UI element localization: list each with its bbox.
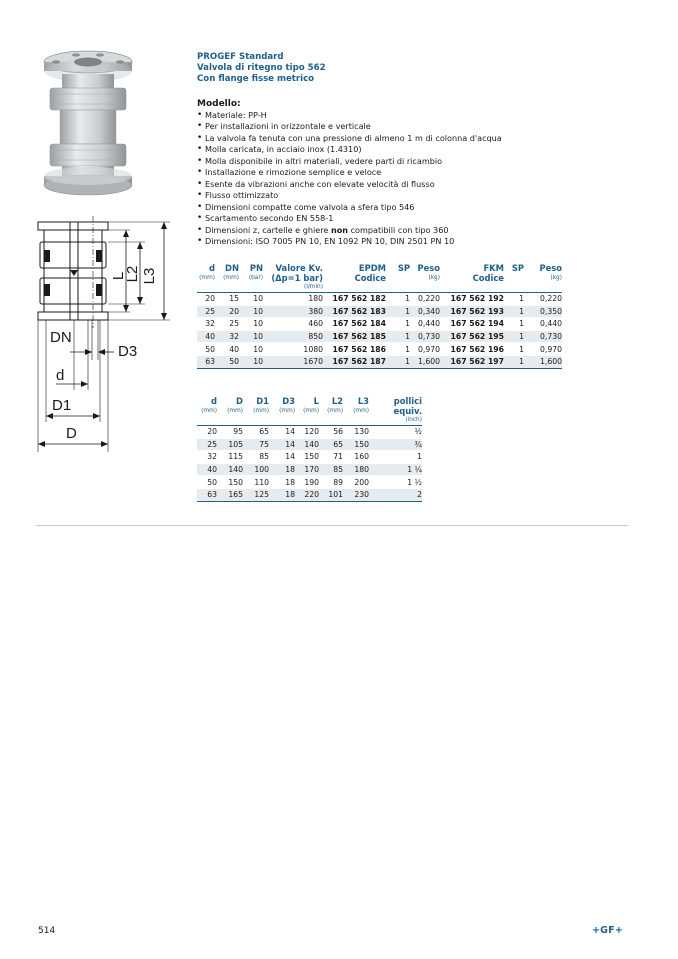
feature-item: • Scartamento secondo EN 558-1 xyxy=(197,213,502,224)
col-header: L xyxy=(313,396,319,406)
table-row: 40 32 10 850 167 562 185 1 0,730 167 562 195 1 0,730 xyxy=(197,330,562,343)
units-cell: (mm) xyxy=(227,407,243,414)
label-l3: L3 xyxy=(141,267,158,285)
col-header: D xyxy=(236,396,243,406)
feature-item: • Esente da vibrazioni anche con elevate velocità di flusso xyxy=(197,179,502,190)
table-row: 50 40 10 1080 167 562 186 1 0,970 167 562 196 1 0,970 xyxy=(197,343,562,356)
feature-item-text: compatibili con tipo 360 xyxy=(348,224,449,235)
col-header: SP xyxy=(511,263,524,273)
col-header: d xyxy=(211,396,217,406)
table-row: 20 15 10 180 167 562 182 1 0,220 167 562 192 1 0,220 xyxy=(197,293,562,306)
col-header: pollici xyxy=(393,396,422,406)
units-cell: (mm) xyxy=(223,274,239,281)
col-header: SP xyxy=(397,263,410,273)
table-row: 32 115 85 14 150 71 160 1 xyxy=(197,451,422,464)
section-divider xyxy=(36,525,628,526)
feature-item: • Installazione e rimozione semplice e veloce xyxy=(197,167,502,178)
feature-item: • Flusso ottimizzato xyxy=(197,190,502,201)
col-header: L2 xyxy=(331,396,343,406)
col-header: d xyxy=(209,263,215,273)
feature-item: • Dimensioni compatte come valvola a sfera tipo 546 xyxy=(197,202,502,213)
dimensions-table xyxy=(197,396,422,502)
col-header: L3 xyxy=(357,396,369,406)
page-number: 514 xyxy=(38,926,56,936)
units-cell xyxy=(504,273,524,283)
units-cell: (mm) xyxy=(353,407,369,414)
feature-item xyxy=(197,225,502,236)
label-dn: DN xyxy=(50,329,72,346)
units-cell: (inch) xyxy=(369,416,422,426)
col-header: D3 xyxy=(282,396,295,406)
col-header: Peso xyxy=(539,263,562,273)
col-header-2: (Δp=1 bar) xyxy=(271,273,323,283)
units-cell: (mm) xyxy=(201,407,217,414)
feature-list xyxy=(197,110,502,247)
col-header-2: equiv. xyxy=(393,406,422,416)
col-header: D1 xyxy=(256,396,269,406)
technical-drawing xyxy=(30,212,180,457)
table-row: 25 105 75 14 140 65 150 ¾ xyxy=(197,438,422,451)
series-title: PROGEF Standard xyxy=(197,52,284,62)
feature-item: • La valvola fa tenuta con una pressione di almeno 1 m di colonna d'acqua xyxy=(197,133,502,144)
units-cell: (kg) xyxy=(550,274,562,281)
feature-item-text: Dimensioni z, cartelle e ghiere xyxy=(205,224,331,235)
label-d-small: d xyxy=(56,367,65,384)
feature-item: • Per installazioni in orizzontale e verticale xyxy=(197,121,502,132)
table-row: 40 140 100 18 170 85 180 1 ¼ xyxy=(197,463,422,476)
feature-item: • Materiale: PP-H xyxy=(197,110,502,121)
col-header: DN xyxy=(225,263,239,273)
col-header: PN xyxy=(249,263,263,273)
table-row: 50 150 110 18 190 89 200 1 ½ xyxy=(197,476,422,489)
feature-item-emphasis: non xyxy=(330,224,349,235)
feature-item: • Molla disponibile in altri materiali, vedere parti di ricambio xyxy=(197,156,502,167)
units-cell: (bar) xyxy=(248,274,263,281)
table-row: 63 50 10 1670 167 562 187 1 1,600 167 562 197 1 1,600 xyxy=(197,355,562,368)
feature-item: • Molla caricata, in acciaio inox (1.4310) xyxy=(197,144,502,155)
feature-item: • Dimensioni: ISO 7005 PN 10, EN 1092 PN 10, DIN 2501 PN 10 xyxy=(197,236,502,247)
col-header-2: Codice xyxy=(472,273,504,283)
col-header-2: Codice xyxy=(354,273,386,283)
col-header: EPDM xyxy=(358,263,386,273)
codes-table xyxy=(197,263,562,369)
units-cell: (mm) xyxy=(303,407,319,414)
units-cell: (mm) xyxy=(327,407,343,414)
units-cell: (kg) xyxy=(428,274,440,281)
label-d1: D1 xyxy=(52,397,72,414)
col-header: Valore Kv. xyxy=(275,263,323,273)
model-heading: Modello: xyxy=(197,99,241,109)
product-subtitle: Con flange fisse metrico xyxy=(197,74,315,84)
valve-product-image xyxy=(38,48,138,198)
units-cell: (mm) xyxy=(253,407,269,414)
table-row: 63 165 125 18 220 101 230 2 xyxy=(197,488,422,501)
units-cell: (l/min) xyxy=(263,283,323,293)
label-l: L xyxy=(110,271,127,281)
units-cell: (mm) xyxy=(199,274,215,281)
col-header: FKM xyxy=(483,263,504,273)
table-row: 25 20 10 380 167 562 183 1 0,340 167 562 193 1 0,350 xyxy=(197,305,562,318)
label-l2: L2 xyxy=(124,265,141,283)
table-row: 32 25 10 460 167 562 184 1 0,440 167 562 194 1 0,440 xyxy=(197,318,562,331)
units-cell xyxy=(386,273,410,283)
table-row: 20 95 65 14 120 56 130 ½ xyxy=(197,426,422,439)
label-d: D xyxy=(66,425,77,442)
gf-logo: +GF+ xyxy=(592,925,624,936)
label-d3: D3 xyxy=(118,343,138,360)
units-cell: (mm) xyxy=(279,407,295,414)
product-title: Valvola di ritegno tipo 562 xyxy=(197,63,326,73)
col-header: Peso xyxy=(417,263,440,273)
